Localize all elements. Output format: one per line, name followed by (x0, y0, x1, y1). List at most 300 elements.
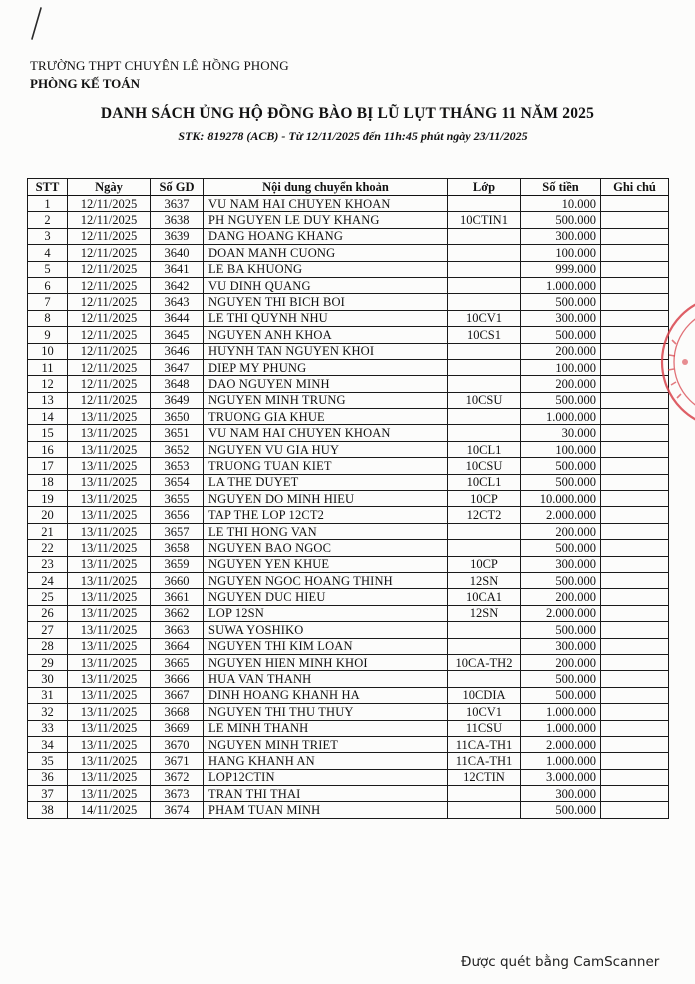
class-cell: 10CL1 (448, 474, 521, 490)
transfer-content-cell: PHAM TUAN MINH (204, 802, 448, 818)
document-subtitle: STK: 819278 (ACB) - Từ 12/11/2025 đến 11h:45 phút ngày 23/11/2025 (178, 129, 528, 143)
transfer-content-cell: TRAN THI THAI (204, 786, 448, 802)
transfer-content-cell: SUWA YOSHIKO (204, 622, 448, 638)
class-cell (448, 228, 521, 244)
note-cell (601, 654, 669, 670)
amount-cell: 200.000 (521, 343, 601, 359)
transfer-content-cell: NGUYEN DUC HIEU (204, 589, 448, 605)
stt-cell: 34 (28, 736, 68, 752)
transaction-id-cell: 3651 (151, 425, 204, 441)
column-header-transaction-id: Số GD (151, 179, 204, 196)
note-cell (601, 261, 669, 277)
column-header-stt: STT (28, 179, 68, 196)
date-cell: 14/11/2025 (68, 802, 151, 818)
transfer-content-cell: VU NAM HAI CHUYEN KHOAN (204, 196, 448, 212)
stt-cell: 31 (28, 687, 68, 703)
class-cell (448, 196, 521, 212)
table-header (28, 179, 669, 196)
amount-cell: 2.000.000 (521, 507, 601, 523)
transfer-content-cell: PH NGUYEN LE DUY KHANG (204, 212, 448, 228)
transfer-content-cell: LOP12CTIN (204, 769, 448, 785)
transaction-id-cell: 3647 (151, 359, 204, 375)
transfer-content-cell: LE THI QUYNH NHU (204, 310, 448, 326)
amount-cell: 200.000 (521, 523, 601, 539)
class-cell (448, 425, 521, 441)
class-cell (448, 540, 521, 556)
transfer-content-cell: VU NAM HAI CHUYEN KHOAN (204, 425, 448, 441)
note-cell (601, 589, 669, 605)
amount-cell: 200.000 (521, 654, 601, 670)
transfer-content-cell: DIEP MY PHUNG (204, 359, 448, 375)
transfer-content-cell: NGUYEN NGOC HOANG THINH (204, 572, 448, 588)
table-row (28, 245, 669, 261)
date-cell: 13/11/2025 (68, 572, 151, 588)
amount-cell: 100.000 (521, 441, 601, 457)
table-row (28, 327, 669, 343)
class-cell: 12CT2 (448, 507, 521, 523)
note-cell (601, 474, 669, 490)
transaction-id-cell: 3646 (151, 343, 204, 359)
class-cell (448, 786, 521, 802)
transfer-content-cell: LE BA KHUONG (204, 261, 448, 277)
stt-cell: 7 (28, 294, 68, 310)
stt-cell: 16 (28, 441, 68, 457)
transaction-id-cell: 3663 (151, 622, 204, 638)
table-row (28, 802, 669, 818)
column-header-amount: Số tiền (521, 179, 601, 196)
amount-cell: 500.000 (521, 687, 601, 703)
table-row (28, 654, 669, 670)
transfer-content-cell: VU DINH QUANG (204, 277, 448, 293)
note-cell (601, 704, 669, 720)
class-cell: 11CSU (448, 720, 521, 736)
class-cell (448, 622, 521, 638)
note-cell (601, 638, 669, 654)
transfer-content-cell: NGUYEN THI KIM LOAN (204, 638, 448, 654)
amount-cell: 100.000 (521, 245, 601, 261)
amount-cell: 10.000.000 (521, 491, 601, 507)
transaction-id-cell: 3644 (151, 310, 204, 326)
note-cell (601, 671, 669, 687)
transaction-id-cell: 3645 (151, 327, 204, 343)
stt-cell: 21 (28, 523, 68, 539)
stt-cell: 24 (28, 572, 68, 588)
transaction-id-cell: 3669 (151, 720, 204, 736)
transfer-content-cell: DANG HOANG KHANG (204, 228, 448, 244)
date-cell: 13/11/2025 (68, 425, 151, 441)
date-cell: 13/11/2025 (68, 654, 151, 670)
date-cell: 13/11/2025 (68, 589, 151, 605)
class-cell (448, 409, 521, 425)
transfer-content-cell: DINH HOANG KHANH HA (204, 687, 448, 703)
stt-cell: 28 (28, 638, 68, 654)
transfer-content-cell: LE THI HONG VAN (204, 523, 448, 539)
class-cell: 11CA-TH1 (448, 736, 521, 752)
transaction-id-cell: 3641 (151, 261, 204, 277)
table-row (28, 425, 669, 441)
date-cell: 13/11/2025 (68, 605, 151, 621)
transaction-id-cell: 3640 (151, 245, 204, 261)
school-name: TRƯỜNG THPT CHUYÊN LÊ HỒNG PHONG (30, 58, 289, 73)
note-cell (601, 507, 669, 523)
date-cell: 13/11/2025 (68, 769, 151, 785)
transaction-id-cell: 3660 (151, 572, 204, 588)
date-cell: 13/11/2025 (68, 441, 151, 457)
transaction-id-cell: 3674 (151, 802, 204, 818)
table-row (28, 376, 669, 392)
date-cell: 12/11/2025 (68, 294, 151, 310)
transaction-id-cell: 3659 (151, 556, 204, 572)
table-row (28, 671, 669, 687)
date-cell: 13/11/2025 (68, 409, 151, 425)
stt-cell: 35 (28, 753, 68, 769)
class-cell: 10CP (448, 556, 521, 572)
transfer-content-cell: NGUYEN THI THU THUY (204, 704, 448, 720)
table-row (28, 474, 669, 490)
table-row (28, 704, 669, 720)
transfer-content-cell: HUYNH TAN NGUYEN KHOI (204, 343, 448, 359)
transaction-id-cell: 3671 (151, 753, 204, 769)
date-cell: 12/11/2025 (68, 212, 151, 228)
note-cell (601, 228, 669, 244)
amount-cell: 200.000 (521, 589, 601, 605)
stt-cell: 11 (28, 359, 68, 375)
date-cell: 12/11/2025 (68, 376, 151, 392)
table-row (28, 507, 669, 523)
class-cell: 10CP (448, 491, 521, 507)
date-cell: 13/11/2025 (68, 523, 151, 539)
transaction-id-cell: 3638 (151, 212, 204, 228)
stt-cell: 18 (28, 474, 68, 490)
date-cell: 12/11/2025 (68, 277, 151, 293)
note-cell (601, 753, 669, 769)
table-row (28, 753, 669, 769)
stt-cell: 32 (28, 704, 68, 720)
class-cell (448, 523, 521, 539)
stt-cell: 36 (28, 769, 68, 785)
class-cell: 10CS1 (448, 327, 521, 343)
transaction-id-cell: 3654 (151, 474, 204, 490)
amount-cell: 500.000 (521, 392, 601, 408)
table-row (28, 556, 669, 572)
transaction-id-cell: 3658 (151, 540, 204, 556)
transfer-content-cell: NGUYEN MINH TRIET (204, 736, 448, 752)
amount-cell: 3.000.000 (521, 769, 601, 785)
table-row (28, 605, 669, 621)
amount-cell: 300.000 (521, 310, 601, 326)
stt-cell: 8 (28, 310, 68, 326)
date-cell: 12/11/2025 (68, 392, 151, 408)
date-cell: 13/11/2025 (68, 474, 151, 490)
amount-cell: 10.000 (521, 196, 601, 212)
stt-cell: 10 (28, 343, 68, 359)
note-cell (601, 572, 669, 588)
note-cell (601, 769, 669, 785)
table-row (28, 523, 669, 539)
amount-cell: 500.000 (521, 671, 601, 687)
stt-cell: 14 (28, 409, 68, 425)
date-cell: 12/11/2025 (68, 261, 151, 277)
stt-cell: 29 (28, 654, 68, 670)
note-cell (601, 245, 669, 261)
transaction-id-cell: 3670 (151, 736, 204, 752)
transfer-content-cell: NGUYEN HIEN MINH KHOI (204, 654, 448, 670)
date-cell: 12/11/2025 (68, 327, 151, 343)
transaction-id-cell: 3653 (151, 458, 204, 474)
class-cell: 10CA1 (448, 589, 521, 605)
table-row (28, 196, 669, 212)
transfer-content-cell: NGUYEN THI BICH BOI (204, 294, 448, 310)
table-row (28, 310, 669, 326)
amount-cell: 500.000 (521, 622, 601, 638)
class-cell: 10CL1 (448, 441, 521, 457)
table-body (28, 196, 669, 819)
table-row (28, 409, 669, 425)
table-row (28, 343, 669, 359)
note-cell (601, 605, 669, 621)
table-row (28, 294, 669, 310)
transfer-content-cell: NGUYEN ANH KHOA (204, 327, 448, 343)
date-cell: 12/11/2025 (68, 310, 151, 326)
transaction-id-cell: 3667 (151, 687, 204, 703)
table-row (28, 392, 669, 408)
stt-cell: 27 (28, 622, 68, 638)
transaction-id-cell: 3673 (151, 786, 204, 802)
transfer-content-cell: NGUYEN DO MINH HIEU (204, 491, 448, 507)
table-row (28, 622, 669, 638)
note-cell (601, 540, 669, 556)
stt-cell: 2 (28, 212, 68, 228)
stt-cell: 6 (28, 277, 68, 293)
amount-cell: 500.000 (521, 212, 601, 228)
amount-cell: 500.000 (521, 474, 601, 490)
class-cell (448, 343, 521, 359)
class-cell: 12SN (448, 605, 521, 621)
transaction-id-cell: 3642 (151, 277, 204, 293)
date-cell: 13/11/2025 (68, 638, 151, 654)
handwritten-slash-mark (26, 6, 46, 42)
stt-cell: 37 (28, 786, 68, 802)
transaction-id-cell: 3664 (151, 638, 204, 654)
transaction-id-cell: 3668 (151, 704, 204, 720)
transfer-content-cell: LOP 12SN (204, 605, 448, 621)
stt-cell: 20 (28, 507, 68, 523)
transaction-id-cell: 3656 (151, 507, 204, 523)
note-cell (601, 491, 669, 507)
amount-cell: 500.000 (521, 802, 601, 818)
table-header-row (28, 179, 669, 196)
date-cell: 13/11/2025 (68, 720, 151, 736)
table-row (28, 736, 669, 752)
table-row (28, 261, 669, 277)
donation-table (27, 178, 669, 819)
class-cell (448, 359, 521, 375)
transfer-content-cell: LA THE DUYET (204, 474, 448, 490)
class-cell: 10CV1 (448, 704, 521, 720)
date-cell: 13/11/2025 (68, 687, 151, 703)
stt-cell: 33 (28, 720, 68, 736)
stt-cell: 30 (28, 671, 68, 687)
class-cell (448, 671, 521, 687)
stt-cell: 19 (28, 491, 68, 507)
date-cell: 13/11/2025 (68, 753, 151, 769)
transfer-content-cell: TAP THE LOP 12CT2 (204, 507, 448, 523)
stt-cell: 4 (28, 245, 68, 261)
column-header-class: Lớp (448, 179, 521, 196)
amount-cell: 300.000 (521, 786, 601, 802)
note-cell (601, 556, 669, 572)
table-row (28, 589, 669, 605)
table-row (28, 491, 669, 507)
date-cell: 12/11/2025 (68, 228, 151, 244)
date-cell: 12/11/2025 (68, 245, 151, 261)
stt-cell: 15 (28, 425, 68, 441)
amount-cell: 30.000 (521, 425, 601, 441)
table-row (28, 786, 669, 802)
note-cell (601, 196, 669, 212)
date-cell: 13/11/2025 (68, 736, 151, 752)
amount-cell: 1.000.000 (521, 277, 601, 293)
transfer-content-cell: HUA VAN THANH (204, 671, 448, 687)
amount-cell: 1.000.000 (521, 409, 601, 425)
transaction-id-cell: 3652 (151, 441, 204, 457)
date-cell: 12/11/2025 (68, 343, 151, 359)
transfer-content-cell: LE MINH THANH (204, 720, 448, 736)
transfer-content-cell: DAO NGUYEN MINH (204, 376, 448, 392)
stt-cell: 26 (28, 605, 68, 621)
class-cell: 10CV1 (448, 310, 521, 326)
date-cell: 13/11/2025 (68, 786, 151, 802)
date-cell: 13/11/2025 (68, 458, 151, 474)
table-row (28, 228, 669, 244)
class-cell: 10CTIN1 (448, 212, 521, 228)
note-cell (601, 458, 669, 474)
transfer-content-cell: HANG KHANH AN (204, 753, 448, 769)
table-row (28, 441, 669, 457)
stt-cell: 3 (28, 228, 68, 244)
table-row (28, 359, 669, 375)
stt-cell: 5 (28, 261, 68, 277)
stt-cell: 38 (28, 802, 68, 818)
table-row (28, 687, 669, 703)
column-header-transfer-content: Nội dung chuyển khoản (204, 179, 448, 196)
date-cell: 13/11/2025 (68, 540, 151, 556)
column-header-date: Ngày (68, 179, 151, 196)
note-cell (601, 687, 669, 703)
amount-cell: 300.000 (521, 638, 601, 654)
class-cell: 10CA-TH2 (448, 654, 521, 670)
transaction-id-cell: 3637 (151, 196, 204, 212)
class-cell: 10CSU (448, 458, 521, 474)
class-cell (448, 376, 521, 392)
transaction-id-cell: 3666 (151, 671, 204, 687)
class-cell (448, 294, 521, 310)
amount-cell: 999.000 (521, 261, 601, 277)
note-cell (601, 786, 669, 802)
transaction-id-cell: 3661 (151, 589, 204, 605)
transaction-id-cell: 3655 (151, 491, 204, 507)
date-cell: 12/11/2025 (68, 196, 151, 212)
amount-cell: 500.000 (521, 572, 601, 588)
scanner-watermark: Được quét bằng CamScanner (461, 954, 660, 970)
note-cell (601, 523, 669, 539)
table-row (28, 540, 669, 556)
note-cell (601, 802, 669, 818)
note-cell (601, 441, 669, 457)
date-cell: 13/11/2025 (68, 491, 151, 507)
column-header-note: Ghi chú (601, 179, 669, 196)
department-name: PHÒNG KẾ TOÁN (30, 76, 141, 91)
date-cell: 12/11/2025 (68, 359, 151, 375)
amount-cell: 500.000 (521, 327, 601, 343)
transfer-content-cell: NGUYEN VU GIA HUY (204, 441, 448, 457)
stt-cell: 17 (28, 458, 68, 474)
table-row (28, 769, 669, 785)
transaction-id-cell: 3672 (151, 769, 204, 785)
red-stamp (650, 300, 695, 430)
class-cell (448, 261, 521, 277)
note-cell (601, 720, 669, 736)
amount-cell: 500.000 (521, 294, 601, 310)
class-cell (448, 245, 521, 261)
table-row (28, 212, 669, 228)
class-cell: 12SN (448, 572, 521, 588)
transfer-content-cell: DOAN MANH CUONG (204, 245, 448, 261)
transfer-content-cell: NGUYEN BAO NGOC (204, 540, 448, 556)
date-cell: 13/11/2025 (68, 622, 151, 638)
stt-cell: 22 (28, 540, 68, 556)
table-row (28, 277, 669, 293)
amount-cell: 2.000.000 (521, 605, 601, 621)
stt-cell: 25 (28, 589, 68, 605)
amount-cell: 2.000.000 (521, 736, 601, 752)
note-cell (601, 212, 669, 228)
transfer-content-cell: TRUONG TUAN KIET (204, 458, 448, 474)
stt-cell: 23 (28, 556, 68, 572)
transfer-content-cell: TRUONG GIA KHUE (204, 409, 448, 425)
transaction-id-cell: 3639 (151, 228, 204, 244)
date-cell: 13/11/2025 (68, 704, 151, 720)
amount-cell: 1.000.000 (521, 720, 601, 736)
amount-cell: 1.000.000 (521, 704, 601, 720)
document-title: DANH SÁCH ỦNG HỘ ĐỒNG BÀO BỊ LŨ LỤT THÁNG 11 NĂM 2025 (100, 105, 595, 122)
amount-cell: 500.000 (521, 458, 601, 474)
class-cell (448, 638, 521, 654)
amount-cell: 500.000 (521, 540, 601, 556)
class-cell: 10CSU (448, 392, 521, 408)
transaction-id-cell: 3648 (151, 376, 204, 392)
class-cell (448, 277, 521, 293)
stt-cell: 9 (28, 327, 68, 343)
table-row (28, 720, 669, 736)
transaction-id-cell: 3662 (151, 605, 204, 621)
amount-cell: 200.000 (521, 376, 601, 392)
table-row (28, 638, 669, 654)
note-cell (601, 736, 669, 752)
date-cell: 13/11/2025 (68, 556, 151, 572)
date-cell: 13/11/2025 (68, 507, 151, 523)
amount-cell: 1.000.000 (521, 753, 601, 769)
table-row (28, 458, 669, 474)
transaction-id-cell: 3643 (151, 294, 204, 310)
transaction-id-cell: 3649 (151, 392, 204, 408)
class-cell: 11CA-TH1 (448, 753, 521, 769)
class-cell (448, 802, 521, 818)
transaction-id-cell: 3650 (151, 409, 204, 425)
date-cell: 13/11/2025 (68, 671, 151, 687)
class-cell: 12CTIN (448, 769, 521, 785)
transaction-id-cell: 3657 (151, 523, 204, 539)
